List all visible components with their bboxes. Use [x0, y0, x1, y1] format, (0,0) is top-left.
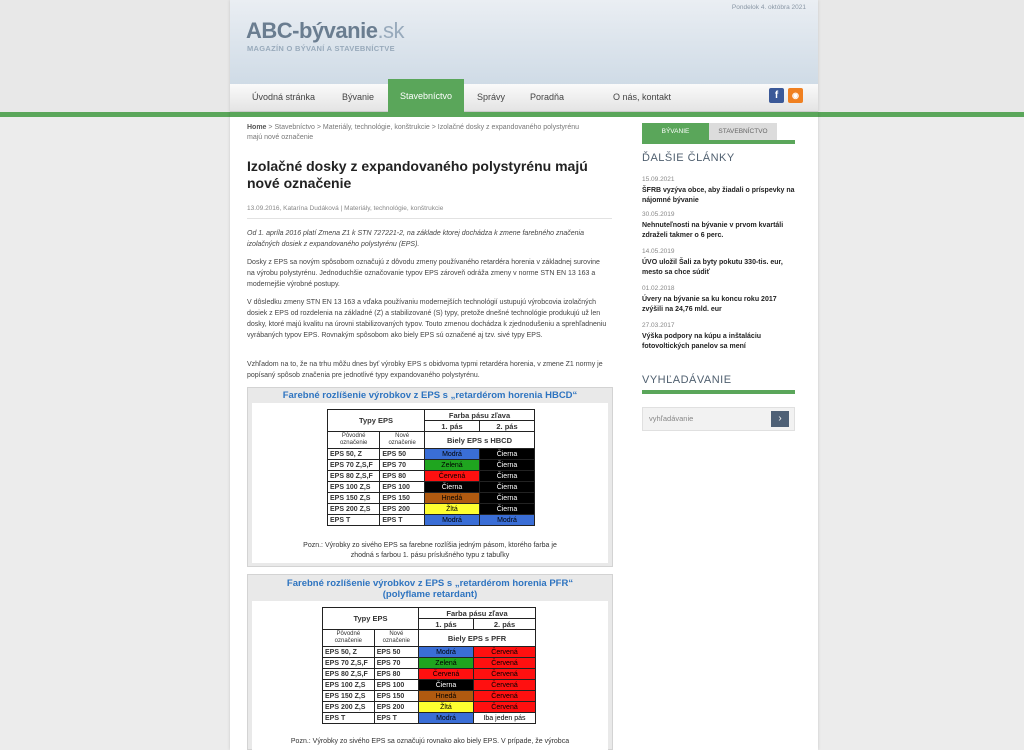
table-row: [328, 482, 535, 493]
color-cell: Modrá: [425, 449, 480, 460]
color-cell: Hnedá: [425, 493, 480, 504]
site-logo[interactable]: ABC-bývanie.sk: [246, 18, 405, 43]
nav-underline: [230, 112, 818, 117]
col-farba: Farba pásu zľava: [419, 608, 536, 619]
tab-stavebnictvo[interactable]: STAVEBNÍCTVO: [709, 123, 777, 140]
eps-type-cell: EPS T: [380, 515, 425, 526]
col-typy: Typy EPS: [323, 608, 419, 630]
header-date: Pondelok 4. októbra 2021: [731, 4, 806, 11]
eps-type-cell: EPS 150 Z,S: [328, 493, 380, 504]
main-nav: [230, 84, 818, 112]
eps-type-cell: EPS 200 Z,S: [328, 504, 380, 515]
color-cell: Žltá: [419, 702, 474, 713]
col-nove: Nové označenie: [380, 432, 425, 449]
color-cell: Čierna: [480, 449, 535, 460]
table-row: [323, 647, 536, 658]
eps-type-cell: EPS 50: [374, 647, 418, 658]
breadcrumb: Home > Stavebníctvo > Materiály, technológie, konštrukcie > Izolačné dosky z expandovaného polystyrénu majú nové označenie: [247, 124, 580, 141]
eps-type-cell: EPS 70: [380, 460, 425, 471]
col-biely: Biely EPS s PFR: [419, 630, 536, 647]
color-cell: Červená: [474, 647, 536, 658]
eps-type-cell: EPS 70 Z,S,F: [328, 460, 380, 471]
col-farba: Farba pásu zľava: [425, 410, 535, 421]
color-cell: Čierna: [480, 504, 535, 515]
hbcd-note: Pozn.: Výrobky zo sivého EPS sa farebne rozlíšia jedným pásom, ktorého farba je zhodná s farbou 1. pásu príslušného typu z tabuľky: [303, 542, 557, 559]
color-cell: Zelená: [419, 658, 474, 669]
eps-type-cell: EPS 100 Z,S: [323, 680, 375, 691]
facebook-icon[interactable]: f: [769, 88, 784, 103]
article-meta: 13.09.2016, Katarína Dudáková | Materiály, technológie, konštrukcie: [247, 205, 612, 219]
eps-type-cell: EPS 200: [374, 702, 418, 713]
eps-type-cell: EPS 50, Z: [323, 647, 375, 658]
nav-spravy[interactable]: Správy: [477, 92, 506, 102]
color-cell: Červená: [419, 669, 474, 680]
breadcrumb-home[interactable]: Home: [247, 124, 267, 131]
color-cell: Žltá: [425, 504, 480, 515]
color-cell: Modrá: [425, 515, 480, 526]
eps-type-cell: EPS 50: [380, 449, 425, 460]
table-row: [323, 669, 536, 680]
tab-byvanie[interactable]: BÝVANIE: [642, 123, 709, 140]
col-povodne: Pôvodné označenie: [323, 630, 375, 647]
pfr-note: Pozn.: Výrobky zo sivého EPS sa označujú rovnako ako biely EPS. V prípade, že výrobca: [290, 738, 570, 745]
pfr-table-title: Farebné rozlíšenie výrobkov z EPS s „retardérom horenia PFR“: [286, 578, 574, 589]
color-cell: Čierna: [480, 460, 535, 471]
eps-type-cell: EPS 70 Z,S,F: [323, 658, 375, 669]
article-paragraph: Dosky z EPS sa novým spôsobom označujú z dôvodu zmeny používaného retardéra horenia v základnej surovine na výrobu polystyrénu. Jednoduchšie označovanie typov EPS zároveň odráža zmeny v norme STN EN 13 163 a modernejšie výrobné postupy.: [247, 259, 600, 288]
search-heading: VYHĽADÁVANIE: [642, 374, 732, 386]
nav-stavebnictvo[interactable]: Stavebníctvo: [388, 79, 464, 112]
eps-type-cell: EPS 150: [374, 691, 418, 702]
breadcrumb-stavebnictvo[interactable]: Stavebníctvo: [274, 124, 315, 131]
eps-type-cell: EPS 100: [374, 680, 418, 691]
search-input[interactable]: vyhľadávanie: [649, 414, 694, 423]
color-cell: Modrá: [480, 515, 535, 526]
article-title: Izolačné dosky z expandovaného polystyrénu majú nové označenie: [247, 158, 588, 191]
table-row: [328, 493, 535, 504]
eps-type-cell: EPS 100 Z,S: [328, 482, 380, 493]
col-pas1: 1. pás: [419, 619, 474, 630]
col-pas2: 2. pás: [480, 421, 535, 432]
color-cell: Čierna: [480, 482, 535, 493]
hbcd-table-box: [247, 387, 613, 567]
color-cell: Červená: [474, 669, 536, 680]
color-cell: Červená: [474, 680, 536, 691]
eps-type-cell: EPS 200: [380, 504, 425, 515]
col-nove: Nové označenie: [374, 630, 418, 647]
news-item[interactable]: 14.05.2019 ÚVO uložil Šali za byty pokutu 330-tis. eur, mesto sa chce súdiť: [642, 248, 783, 276]
eps-type-cell: EPS 150 Z,S: [323, 691, 375, 702]
hbcd-table: [327, 409, 535, 526]
eps-type-cell: EPS 200 Z,S: [323, 702, 375, 713]
color-cell: Červená: [474, 702, 536, 713]
table-row: [328, 471, 535, 482]
nav-poradna[interactable]: Poradňa: [530, 92, 565, 102]
color-cell: Zelená: [425, 460, 480, 471]
breadcrumb-current: Izolačné dosky z expandovaného polystyrénu majú nové označenie: [247, 124, 580, 141]
nav-uvod[interactable]: Úvodná stránka: [252, 92, 316, 102]
table-row: [328, 515, 535, 526]
pfr-table-subtitle: (polyflame retardant): [382, 589, 478, 600]
eps-type-cell: EPS 150: [380, 493, 425, 504]
color-cell: Modrá: [419, 647, 474, 658]
color-cell: Čierna: [480, 471, 535, 482]
eps-type-cell: EPS 50, Z: [328, 449, 380, 460]
search-button[interactable]: ›: [771, 411, 789, 427]
eps-type-cell: EPS T: [374, 713, 418, 724]
color-cell: Červená: [425, 471, 480, 482]
col-pas1: 1. pás: [425, 421, 480, 432]
color-cell: Modrá: [419, 713, 474, 724]
color-cell: Červená: [474, 691, 536, 702]
table-row: [328, 449, 535, 460]
eps-type-cell: EPS 100: [380, 482, 425, 493]
news-item[interactable]: 01.02.2018 Úvery na bývanie sa ku koncu roku 2017 zvýšili na 24,76 mld. eur: [642, 285, 777, 313]
pfr-table: [322, 607, 536, 724]
news-item[interactable]: 15.09.2021 ŠFRB vyzýva obce, aby žiadali o príspevky na nájomné bývanie: [642, 176, 795, 204]
article-paragraph: V dôsledku zmeny STN EN 13 163 a vďaka používaniu modernejších technológií ustupujú výrobcovia izolačných dosiek z EPS od rozdelenia na základné (Z) a stabilizované (S) typy, pretože dnešné technológie produkujú už len dosky, ktoré majú kvalitu na úrovni stabilizovaných typov. Touto zmenou dochádza k zjednodušeniu a sprehľadneniu vyrábaných typov EPS. Rovnakým spôsobom ako biely EPS sú označené aj tzv. sivé typy EPS.: [247, 299, 607, 339]
col-povodne: Pôvodné označenie: [328, 432, 380, 449]
color-cell: Červená: [474, 658, 536, 669]
sidebar-heading: ĎALŠIE ČLÁNKY: [642, 152, 735, 164]
news-item[interactable]: 30.05.2019 Nehnuteľnosti na bývanie v prvom kvartáli zdraželi takmer o 6 perc.: [642, 211, 784, 239]
color-cell: Iba jeden pás: [474, 713, 536, 724]
color-cell: Čierna: [419, 680, 474, 691]
col-pas2: 2. pás: [474, 619, 536, 630]
search-box: [642, 407, 795, 431]
eps-type-cell: EPS T: [328, 515, 380, 526]
color-cell: Hnedá: [419, 691, 474, 702]
table-row: [328, 504, 535, 515]
nav-byvanie[interactable]: Bývanie: [342, 92, 375, 102]
header: [230, 0, 818, 84]
breadcrumb-materialy[interactable]: Materiály, technológie, konštrukcie: [322, 124, 430, 131]
table-row: [323, 658, 536, 669]
tagline: MAGAZÍN O BÝVANÍ A STAVEBNÍCTVE: [247, 44, 395, 53]
news-item[interactable]: 27.03.2017 Výška podpory na kúpu a inštaláciu fotovoltických panelov sa mení: [642, 322, 762, 350]
table-row: [323, 713, 536, 724]
sidebar-tabs: [642, 123, 795, 140]
page: [230, 0, 818, 750]
color-cell: Čierna: [425, 482, 480, 493]
rss-icon[interactable]: ◉: [788, 88, 803, 103]
eps-type-cell: EPS 70: [374, 658, 418, 669]
table-row: [323, 680, 536, 691]
eps-type-cell: EPS 80: [374, 669, 418, 680]
table-row: [323, 691, 536, 702]
col-typy: Typy EPS: [328, 410, 425, 432]
pfr-table-box: [247, 574, 613, 750]
eps-type-cell: EPS T: [323, 713, 375, 724]
nav-kontakt[interactable]: O nás, kontakt: [613, 92, 672, 102]
eps-type-cell: EPS 80 Z,S,F: [323, 669, 375, 680]
table-row: [328, 460, 535, 471]
article-paragraph: Vzhľadom na to, že na trhu môžu dnes byť výrobky EPS s obidvoma typmi retardéra horenia, v zmene Z1 normy je popísaný spôsob značenia pre jednotlivé typy expandovaného polystyrénu.: [247, 361, 603, 379]
eps-type-cell: EPS 80: [380, 471, 425, 482]
article-lead: Od 1. apríla 2016 platí Zmena Z1 k STN 727221-2, na základe ktorej dochádza k zmene farebného značenia izolačných dosiek z expandovaného polystyrénu (EPS).: [247, 230, 584, 248]
table-row: [323, 702, 536, 713]
col-biely: Biely EPS s HBCD: [425, 432, 535, 449]
hbcd-table-title: Farebné rozlíšenie výrobkov z EPS s „retardérom horenia HBCD“: [282, 390, 578, 401]
eps-type-cell: EPS 80 Z,S,F: [328, 471, 380, 482]
color-cell: Čierna: [480, 493, 535, 504]
